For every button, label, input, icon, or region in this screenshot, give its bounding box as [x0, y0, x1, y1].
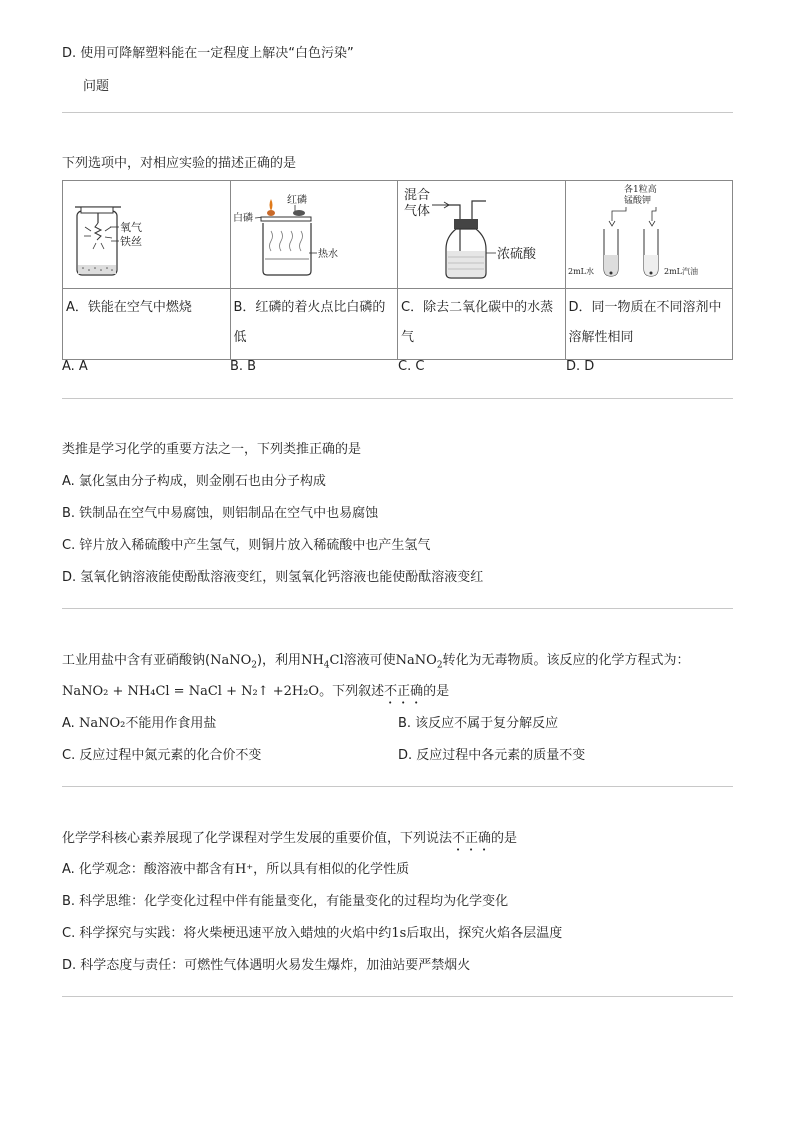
- formula-1s: 1s: [391, 926, 407, 941]
- experiment-table: [62, 180, 733, 360]
- figure-c-label-acid: 浓硫酸: [497, 247, 537, 262]
- q3-option-b[interactable]: B. 该反应不属于复分解反应: [398, 716, 559, 731]
- q1-option-d[interactable]: D. D: [566, 359, 595, 374]
- q3-stem-part: 。下列叙述: [319, 684, 385, 699]
- figure-c-cell: [398, 181, 566, 289]
- q3-option-a[interactable]: A. NaNO₂不能用作食用盐: [62, 716, 217, 731]
- q4-option-b[interactable]: B. 科学思维：化学变化过程中伴有能量变化，有能量变化的过程均为化学变化: [62, 894, 509, 909]
- q4-stem: 化学学科核心素养展现了化学课程对学生发展的重要价值，下列说法不正确的是: [62, 831, 518, 846]
- formula-nano2: NaNO$_2$: [210, 653, 257, 671]
- phosphorus-ignition-figure: [231, 181, 392, 284]
- figure-b-cell: [230, 181, 398, 289]
- figure-d-cell: [565, 181, 733, 289]
- chemical-equation: NaNO₂ + NH₄Cl = NaCl + N₂↑ +2H₂O: [62, 684, 320, 699]
- figure-d-label-gasoline: 2mL汽油: [663, 267, 698, 276]
- q2-option-c[interactable]: C. 锌片放入稀硫酸中产生氢气，则铜片放入稀硫酸中也产生氢气: [62, 538, 431, 553]
- q3-stem-part: )，利用: [256, 653, 302, 668]
- divider: [62, 786, 733, 787]
- formula-nh4cl: $NH_4Cl$: [301, 653, 344, 671]
- divider: [62, 608, 733, 609]
- q3-stem-part: 溶液可使: [343, 653, 396, 668]
- q3-option-d[interactable]: D. 反应过程中各元素的质量不变: [398, 748, 586, 763]
- q0-option-d-line1: D. 使用可降解塑料能在一定程度上解决“白色污染”: [62, 46, 354, 61]
- formula-nano2: NaNO₂: [78, 716, 126, 731]
- figure-b-label-white: 白磷: [232, 213, 253, 224]
- figure-d-label-top2: 锰酸钾: [623, 196, 651, 206]
- caption-b: B．红磷的着火点比白磷的低: [230, 289, 398, 360]
- figure-a-label-oxygen: 氧气: [120, 221, 142, 234]
- q2-stem: 类推是学习化学的重要方法之一，下列类推正确的是: [62, 442, 362, 457]
- caption-a: A．铁能在空气中燃烧: [63, 289, 231, 360]
- figure-a-label-wire: 铁丝: [120, 235, 142, 248]
- q3-stem-part: 工业用盐中含有亚硝酸钠(: [62, 653, 211, 668]
- q3-stem: [62, 652, 690, 675]
- divider: [62, 398, 733, 399]
- figure-d-label-top1: 各1粒高: [623, 185, 657, 195]
- figure-b-label-red: 红磷: [286, 195, 307, 206]
- solubility-figure: [566, 181, 781, 284]
- gas-drying-figure: [398, 181, 561, 284]
- formula-nano2: NaNO$_2$: [395, 653, 443, 671]
- q4-option-c[interactable]: C. 科学探究与实践：将火柴梗迅速平放入蜡烛的火焰中约1s后取出，探究火焰各层温度: [62, 926, 563, 941]
- caption-c: C．除去二氧化碳中的水蒸气: [398, 289, 566, 360]
- q3-stem-part: 的是: [423, 684, 450, 699]
- formula-h-plus: H⁺: [234, 862, 254, 877]
- q3-option-c[interactable]: C. 反应过程中氮元素的化合价不变: [62, 748, 262, 763]
- q1-option-a[interactable]: A. A: [62, 359, 88, 374]
- q4-option-d[interactable]: D. 科学态度与责任：可燃性气体遇明火易发生爆炸，加油站要严禁烟火: [62, 958, 471, 973]
- q1-option-c[interactable]: C. C: [398, 359, 425, 374]
- q4-option-a[interactable]: A. 化学观念：酸溶液中都含有H⁺，所以具有相似的化学性质: [62, 862, 410, 877]
- figure-c-label-mixed: 混合: [404, 188, 431, 203]
- q1-stem: 下列选项中，对相应实验的描述正确的是: [62, 156, 297, 171]
- figure-b-label-water: 热水: [317, 249, 338, 260]
- figure-c-label-gas: 气体: [404, 204, 431, 219]
- figure-d-label-water: 2mL水: [567, 267, 594, 276]
- q3-stem-part: 转化为无毒物质。该反应的化学方程式为：: [442, 653, 690, 668]
- emphasis-not-correct: 不正确: [384, 684, 424, 699]
- q3-equation-line: [62, 683, 449, 707]
- iron-burning-figure: [63, 181, 191, 284]
- emphasis-not-correct: 不正确: [452, 831, 492, 846]
- q2-option-a[interactable]: A. 氯化氢由分子构成，则金刚石也由分子构成: [62, 474, 326, 489]
- q1-option-b[interactable]: B. B: [230, 359, 257, 374]
- q2-option-b[interactable]: B. 铁制品在空气中易腐蚀，则铝制品在空气中也易腐蚀: [62, 506, 379, 521]
- q2-option-d[interactable]: D. 氢氧化钠溶液能使酚酞溶液变红，则氢氧化钙溶液也能使酚酞溶液变红: [62, 570, 484, 585]
- divider: [62, 112, 733, 113]
- q0-option-d-line2: 问题: [83, 79, 110, 94]
- figure-a-cell: [63, 181, 231, 289]
- caption-d: D．同一物质在不同溶剂中溶解性相同: [565, 289, 733, 360]
- divider: [62, 996, 733, 997]
